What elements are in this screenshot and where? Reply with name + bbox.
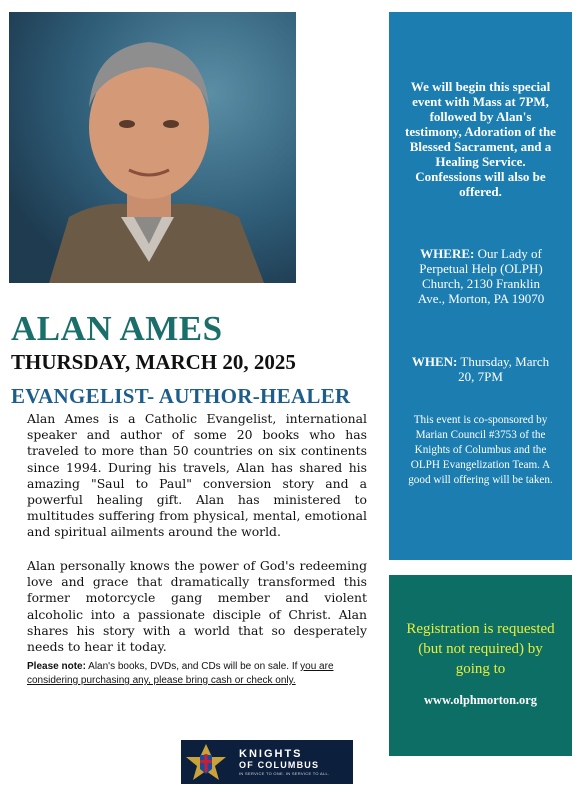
- kofc-emblem-icon: [181, 740, 231, 784]
- speaker-tagline: EVANGELIST- AUTHOR-HEALER: [11, 384, 351, 408]
- note-label: Please note:: [27, 661, 86, 672]
- logo-line-3: IN SERVICE TO ONE. IN SERVICE TO ALL.: [239, 770, 330, 776]
- event-location: [411, 246, 551, 306]
- sponsor-note: This event is co-sponsored by Marian Council #3753 of the Knights of Columbus and the OLPH Evangelization Team. A good will offering will be taken.: [408, 414, 553, 486]
- note-text: Alan's books, DVDs, and CDs will be on sale. If: [85, 661, 301, 672]
- registration-text: Registration is requested (but not required) by going to: [406, 621, 555, 677]
- where-label: WHERE:: [420, 246, 475, 261]
- logo-line-1: KNIGHTS: [239, 747, 303, 760]
- when-label: WHEN:: [411, 354, 458, 369]
- bio-paragraph-1: Alan Ames is a Catholic Evangelist, international speaker and author of some 20 books who has traveled to more than 50 countries on six continents since 1994. During his travels, Alan has shared his amazing "Saul to Paul" conversion story and a powerful healing gift. Alan has ministered to multitudes suffering from physical, mental, emotional and spiritual ailments around the world.: [27, 411, 367, 540]
- registration-website-link[interactable]: www.olphmorton.org: [424, 693, 537, 707]
- registration-panel: [389, 575, 572, 756]
- sale-note: [27, 660, 372, 688]
- event-details-panel: [389, 12, 572, 560]
- event-date: THURSDAY, MARCH 20, 2025: [11, 350, 296, 374]
- speaker-photo: [9, 12, 296, 283]
- when-text: Thursday, March 20, 7PM: [457, 354, 550, 384]
- speaker-portrait-illustration: [9, 12, 296, 283]
- event-time: [403, 354, 558, 384]
- note-text-underlined: you are considering purchasing any, please bring cash or check only.: [27, 661, 334, 686]
- event-intro: We will begin this special event with Mass at 7PM, followed by Alan's testimony, Adoration of the Blessed Sacrament, and a Healing Service. Confessions will also be offered.: [405, 79, 556, 199]
- where-text: Our Lady of Perpetual Help (OLPH) Church, 2130 Franklin Ave., Morton, PA 19070: [417, 246, 545, 306]
- bio-paragraph-2: Alan personally knows the power of God's redeeming love and grace that dramatically transformed this former motorcycle gang member and violent alcoholic into a passionate disciple of Christ. Alan shares his story with a world that so desperately needs to hear it today.: [27, 558, 367, 655]
- speaker-name: ALAN AMES: [11, 309, 223, 348]
- knights-of-columbus-logo: [181, 740, 353, 784]
- logo-line-2: OF COLUMBUS: [239, 759, 320, 770]
